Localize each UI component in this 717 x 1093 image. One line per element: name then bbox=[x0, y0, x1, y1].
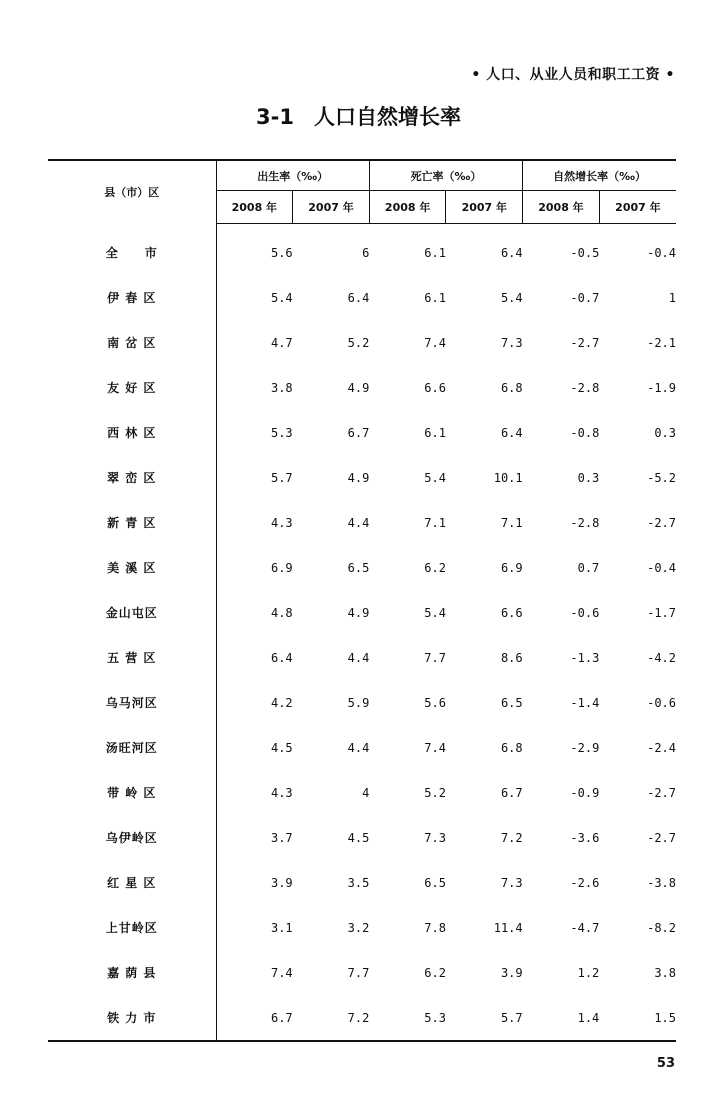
table-cell: 6.7 bbox=[270, 1010, 293, 1025]
table-code: 3-1 bbox=[256, 105, 294, 129]
table-cell: 8.6 bbox=[500, 650, 523, 665]
table-cell: 7.2 bbox=[347, 1010, 370, 1025]
table-cell: 4.4 bbox=[347, 650, 370, 665]
page-number: 53 bbox=[656, 1056, 675, 1071]
table-cell: 11.4 bbox=[493, 920, 523, 935]
table-cell: 6.1 bbox=[424, 425, 446, 440]
table-cell: 1.4 bbox=[577, 1010, 600, 1025]
table-cell: 5.6 bbox=[270, 245, 293, 260]
region-name: 铁 力 市 bbox=[48, 995, 216, 1041]
table-cell: 7.8 bbox=[424, 920, 446, 935]
table-cell: -2.7 bbox=[647, 515, 676, 530]
table-cell: 6.5 bbox=[347, 560, 370, 575]
region-name: 西 林 区 bbox=[48, 410, 216, 455]
table-row bbox=[48, 320, 676, 365]
table-cell: 4.9 bbox=[347, 470, 370, 485]
region-name: 新 青 区 bbox=[48, 500, 216, 545]
table-cell: 6.6 bbox=[500, 605, 523, 620]
table-cell: 4 bbox=[362, 785, 370, 800]
group-header-death-rate: 死亡率（‰） bbox=[369, 160, 522, 191]
table-row bbox=[48, 275, 676, 320]
table-cell: -2.9 bbox=[570, 740, 600, 755]
table-cell: 5.3 bbox=[424, 1010, 446, 1025]
table-cell: -3.8 bbox=[647, 875, 676, 890]
region-name: 嘉 荫 县 bbox=[48, 950, 216, 995]
table-cell: 7.3 bbox=[500, 335, 523, 350]
table-cell: 6.9 bbox=[270, 560, 293, 575]
table-cell: 6.2 bbox=[424, 965, 446, 980]
table-cell: -1.3 bbox=[570, 650, 600, 665]
table-row bbox=[48, 455, 676, 500]
table-cell: -0.9 bbox=[570, 785, 600, 800]
table-title: 人口自然增长率 bbox=[313, 105, 461, 129]
region-name: 汤旺河区 bbox=[48, 725, 216, 770]
table-cell: 5.4 bbox=[500, 290, 523, 305]
running-header: • 人口、从业人员和职工工资 • bbox=[471, 67, 675, 83]
table-cell: 1.5 bbox=[654, 1010, 676, 1025]
table-cell: 4.3 bbox=[270, 785, 293, 800]
table-cell: 6.7 bbox=[347, 425, 370, 440]
table-cell: -2.4 bbox=[647, 740, 676, 755]
column-header: 2008 年 bbox=[216, 191, 293, 224]
table-cell: 5.7 bbox=[270, 470, 293, 485]
table-cell: -0.8 bbox=[570, 425, 600, 440]
table-cell: -4.7 bbox=[570, 920, 600, 935]
table-cell: 6.1 bbox=[424, 290, 446, 305]
region-name: 五 营 区 bbox=[48, 635, 216, 680]
table-cell: 6.5 bbox=[500, 695, 523, 710]
column-header: 2007 年 bbox=[599, 191, 676, 224]
table-cell: 5.7 bbox=[500, 1010, 523, 1025]
table-cell: 5.4 bbox=[424, 470, 446, 485]
table-cell: 4.8 bbox=[270, 605, 293, 620]
group-header-natural-growth-rate: 自然增长率（‰） bbox=[523, 160, 676, 191]
table-row bbox=[48, 410, 676, 455]
table-row bbox=[48, 815, 676, 860]
column-header: 2007 年 bbox=[293, 191, 370, 224]
table-cell: 7.1 bbox=[424, 515, 446, 530]
table-cell: 4.4 bbox=[347, 740, 370, 755]
table-cell: 7.3 bbox=[424, 830, 446, 845]
table-cell: 7.4 bbox=[270, 965, 293, 980]
table-row bbox=[48, 545, 676, 590]
table-cell: 7.4 bbox=[424, 335, 446, 350]
table-cell: 4.9 bbox=[347, 605, 370, 620]
table-cell: 0.3 bbox=[577, 470, 600, 485]
table-cell: 6.8 bbox=[500, 380, 523, 395]
table-cell: -0.4 bbox=[647, 560, 676, 575]
region-name: 美 溪 区 bbox=[48, 545, 216, 590]
table-cell: 5.2 bbox=[424, 785, 446, 800]
table-cell: 4.9 bbox=[347, 380, 370, 395]
table-row bbox=[48, 590, 676, 635]
column-header: 2008 年 bbox=[523, 191, 600, 224]
region-name: 伊 春 区 bbox=[48, 275, 216, 320]
table-row bbox=[48, 224, 676, 276]
column-header: 2007 年 bbox=[446, 191, 523, 224]
region-name: 金山屯区 bbox=[48, 590, 216, 635]
table-cell: -2.7 bbox=[570, 335, 600, 350]
table-cell: 4.2 bbox=[270, 695, 293, 710]
table-row bbox=[48, 950, 676, 995]
table-title-block bbox=[0, 101, 717, 131]
table-cell: 6.4 bbox=[500, 245, 523, 260]
region-name: 翠 峦 区 bbox=[48, 455, 216, 500]
table-cell: 3.9 bbox=[500, 965, 523, 980]
population-growth-table bbox=[48, 159, 676, 1042]
table-cell: 4.7 bbox=[270, 335, 293, 350]
table-cell: 3.7 bbox=[270, 830, 293, 845]
table-row bbox=[48, 635, 676, 680]
table-cell: -1.7 bbox=[647, 605, 676, 620]
table-cell: 6.9 bbox=[500, 560, 523, 575]
table-cell: 4.3 bbox=[270, 515, 293, 530]
table-cell: 10.1 bbox=[493, 470, 523, 485]
table-cell: 1.2 bbox=[577, 965, 600, 980]
table-cell: 7.7 bbox=[347, 965, 370, 980]
table-cell: -0.6 bbox=[647, 695, 676, 710]
table-cell: 7.3 bbox=[500, 875, 523, 890]
region-name: 乌马河区 bbox=[48, 680, 216, 725]
table-cell: -0.6 bbox=[570, 605, 600, 620]
table-cell: 6.7 bbox=[500, 785, 523, 800]
table-cell: -2.8 bbox=[570, 515, 600, 530]
region-name: 上甘岭区 bbox=[48, 905, 216, 950]
group-header-birth-rate: 出生率（‰） bbox=[216, 160, 369, 191]
table-cell: -2.1 bbox=[647, 335, 676, 350]
table-cell: 6.6 bbox=[424, 380, 446, 395]
table-cell: 4.4 bbox=[347, 515, 370, 530]
table-cell: 6.4 bbox=[500, 425, 523, 440]
table-cell: -2.8 bbox=[570, 380, 600, 395]
table-cell: 3.5 bbox=[347, 875, 370, 890]
table-cell: 3.8 bbox=[654, 965, 676, 980]
table-row bbox=[48, 860, 676, 905]
region-name: 红 星 区 bbox=[48, 860, 216, 905]
table-cell: -0.4 bbox=[647, 245, 676, 260]
table-cell: -0.7 bbox=[570, 290, 600, 305]
table-row bbox=[48, 770, 676, 815]
table-cell: 1 bbox=[668, 290, 676, 305]
region-name: 南 岔 区 bbox=[48, 320, 216, 365]
table-cell: 5.4 bbox=[270, 290, 293, 305]
table-cell: 3.2 bbox=[347, 920, 370, 935]
region-name: 全 市 bbox=[48, 224, 216, 276]
table-cell: 6.2 bbox=[424, 560, 446, 575]
table-cell: -2.6 bbox=[570, 875, 600, 890]
table-cell: 6.4 bbox=[347, 290, 370, 305]
table-body bbox=[48, 224, 676, 1042]
table-cell: 0.7 bbox=[577, 560, 600, 575]
table-cell: -0.5 bbox=[570, 245, 600, 260]
table-row bbox=[48, 365, 676, 410]
row-header: 县（市）区 bbox=[48, 160, 216, 224]
table-cell: 5.6 bbox=[424, 695, 446, 710]
region-name: 乌伊岭区 bbox=[48, 815, 216, 860]
column-header: 2008 年 bbox=[369, 191, 446, 224]
region-name: 友 好 区 bbox=[48, 365, 216, 410]
table-cell: 4.5 bbox=[270, 740, 293, 755]
table-cell: -2.7 bbox=[647, 830, 676, 845]
table-cell: -1.4 bbox=[570, 695, 600, 710]
table-cell: 3.9 bbox=[270, 875, 293, 890]
table-cell: 3.8 bbox=[270, 380, 293, 395]
table-row bbox=[48, 680, 676, 725]
table-cell: -3.6 bbox=[570, 830, 600, 845]
table-cell: 5.3 bbox=[270, 425, 293, 440]
table-cell: 4.5 bbox=[347, 830, 370, 845]
table-cell: 6.1 bbox=[424, 245, 446, 260]
table-cell: -4.2 bbox=[647, 650, 676, 665]
table-cell: -8.2 bbox=[647, 920, 676, 935]
table-cell: 5.2 bbox=[347, 335, 370, 350]
table-row bbox=[48, 995, 676, 1041]
table-cell: 7.2 bbox=[500, 830, 523, 845]
table-cell: 6.5 bbox=[424, 875, 446, 890]
table-row bbox=[48, 905, 676, 950]
table-cell: 5.4 bbox=[424, 605, 446, 620]
table-cell: -1.9 bbox=[647, 380, 676, 395]
table-cell: 6 bbox=[362, 245, 370, 260]
table-cell: 6.8 bbox=[500, 740, 523, 755]
table-row bbox=[48, 500, 676, 545]
table-row bbox=[48, 725, 676, 770]
table-cell: 7.4 bbox=[424, 740, 446, 755]
table-cell: -2.7 bbox=[647, 785, 676, 800]
table-cell: 7.1 bbox=[500, 515, 523, 530]
table-cell: 7.7 bbox=[424, 650, 446, 665]
table-cell: 3.1 bbox=[270, 920, 293, 935]
table-cell: -5.2 bbox=[647, 470, 676, 485]
table-cell: 5.9 bbox=[347, 695, 370, 710]
table-cell: 6.4 bbox=[270, 650, 293, 665]
region-name: 带 岭 区 bbox=[48, 770, 216, 815]
table-cell: 0.3 bbox=[654, 425, 676, 440]
